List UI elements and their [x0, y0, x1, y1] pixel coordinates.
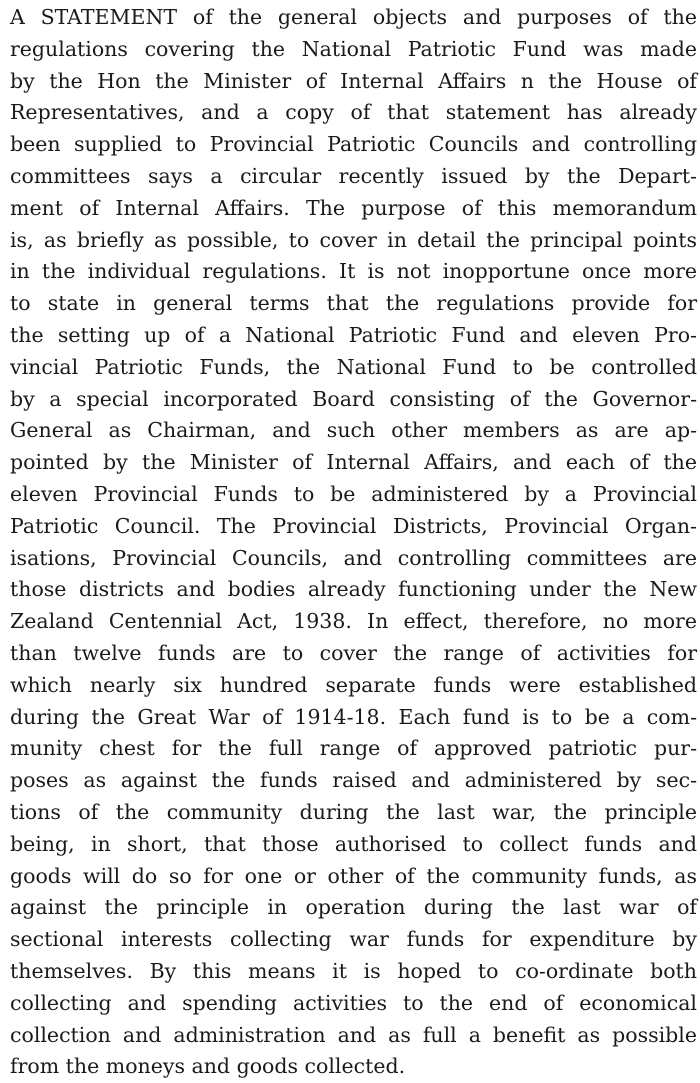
text-line: during the Great War of 1914-18. Each fund is to be a com- — [10, 704, 697, 729]
text-line: being, in short, that those authorised to collect funds and — [10, 831, 697, 856]
text-line: to state in general terms that the regulations provide for — [10, 291, 697, 316]
text-line: Representatives, and a copy of that statement has already — [10, 100, 697, 125]
text-line: ment of Internal Affairs. The purpose of this memorandum — [10, 195, 697, 220]
article-text — [10, 2, 697, 1083]
text-line: than twelve funds are to cover the range of activities for — [10, 640, 697, 665]
text-line: eleven Provincial Funds to be administered by a Provincial — [10, 481, 697, 506]
text-line: tions of the community during the last war, the principle — [10, 799, 697, 824]
text-line: pointed by the Minister of Internal Affairs, and each of the — [10, 450, 697, 475]
text-line: themselves. By this means it is hoped to co-ordinate both — [10, 958, 697, 983]
text-line: committees says a circular recently issued by the Depart- — [10, 163, 697, 188]
article-page — [10, 2, 697, 1083]
text-line: sectional interests collecting war funds for expenditure by — [10, 927, 697, 952]
text-line: in the individual regulations. It is not inopportune once more — [10, 259, 697, 284]
text-line: A STATEMENT of the general objects and purposes of the — [10, 5, 697, 29]
text-line: goods will do so for one or other of the community funds, as — [10, 863, 697, 888]
text-line: is, as briefly as possible, to cover in detail the principal points — [10, 227, 697, 252]
text-line: by the Hon the Minister of Internal Affairs n the House of — [10, 68, 697, 93]
text-line: General as Chairman, and such other members as are ap- — [10, 418, 697, 443]
text-line: those districts and bodies already functioning under the New — [10, 577, 697, 602]
text-line: against the principle in operation during the last war of — [10, 895, 697, 920]
text-line: collecting and spending activities to the end of economical — [10, 990, 697, 1015]
text-line: poses as against the funds raised and administered by sec- — [10, 768, 697, 793]
text-line: been supplied to Provincial Patriotic Councils and controlling — [10, 132, 697, 157]
text-line: collection and administration and as full a benefit as possible — [10, 1022, 697, 1047]
text-line: Patriotic Council. The Provincial Districts, Provincial Organ- — [10, 513, 697, 538]
text-line: munity chest for the full range of approved patriotic pur- — [10, 736, 697, 761]
text-line: by a special incorporated Board consisting of the Governor- — [10, 386, 697, 411]
text-line-last: from the moneys and goods collected. — [10, 1054, 406, 1079]
text-line: regulations covering the National Patriotic Fund was made — [10, 36, 697, 61]
text-line: isations, Provincial Councils, and controlling committees are — [10, 545, 697, 570]
text-line: which nearly six hundred separate funds were established — [10, 672, 697, 697]
text-line: Zealand Centennial Act, 1938. In effect, therefore, no more — [10, 609, 697, 634]
text-line: the setting up of a National Patriotic Fund and eleven Pro- — [10, 322, 697, 347]
text-line: vincial Patriotic Funds, the National Fund to be controlled — [10, 354, 697, 379]
